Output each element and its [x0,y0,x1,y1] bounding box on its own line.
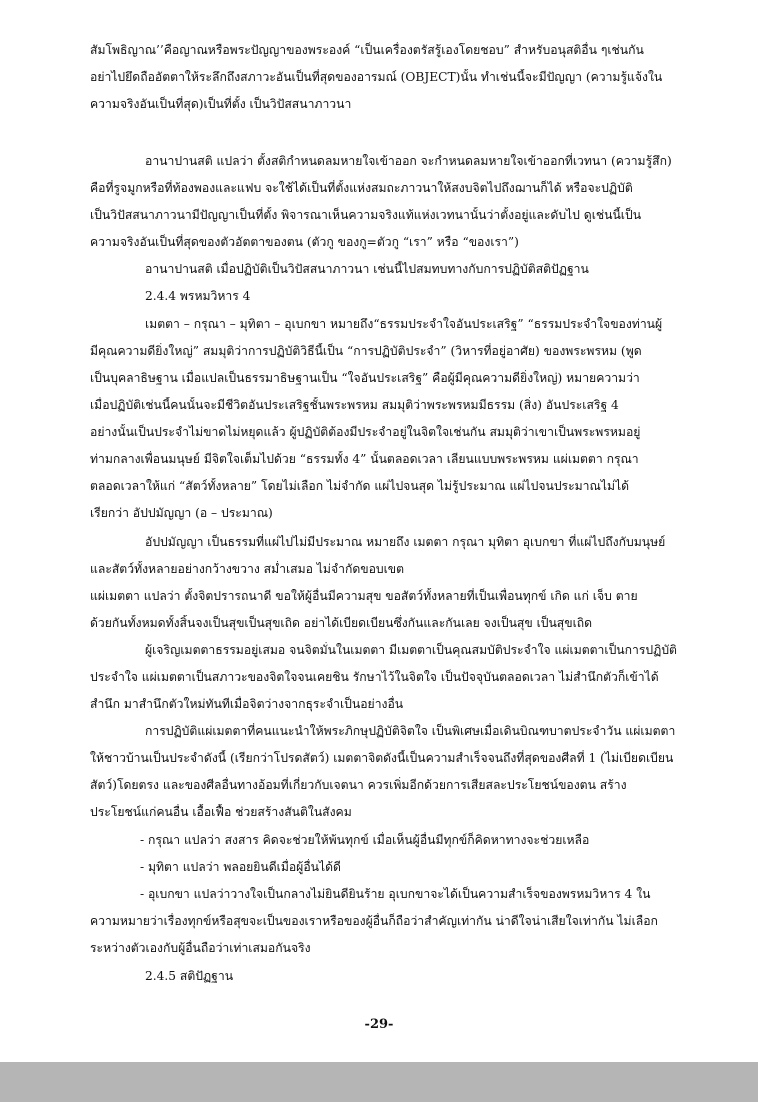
text-line: ระหว่างตัวเองกับผู้อื่นถือว่าเท่าเสมอกันจริง [90,941,311,955]
text-line: อัปปมัญญา เป็นธรรมที่แผ่ไปไม่มีประมาณ หมายถึง เมตตา กรุณา มุทิตา อุเบกขา ที่แผ่ไปถึงกับมนุษย์ [145,535,666,549]
text-line: ความหมายว่าเรื่องทุกข์หรือสุขจะเป็นของเราหรือของผู้อื่นก็ถือว่าสำคัญเท่ากัน น่าดีใจน่าเสียใจเท่ากัน ไม่เลือก [90,914,658,928]
text-line: สัตว์)โดยตรง และของศีลอื่นทางอ้อมที่เกี่ยวกับเจตนา ควรเพิ่มอีกด้วยการเสียสละประโยชน์ของตน สร้าง [90,778,627,792]
page-number: -29- [364,1017,394,1032]
text-line: อานาปานสติ เมื่อปฏิบัติเป็นวิปัสสนาภาวนา เช่นนี้ไปสมทบทางกับการปฏิบัติสติปัฏฐาน [145,262,589,276]
text-line: สัมโพธิญาณ’’คือญาณหรือพระปัญญาของพระองค์ “เป็นเครื่องตรัสรู้เองโดยชอบ” สำหรับอนุสติอื่น ๆเช่นกัน [90,43,644,57]
text-line: แผ่เมตตา แปลว่า ตั้งจิตปรารถนาดี ขอให้ผู้อื่นมีความสุข ขอสัตว์ทั้งหลายที่เป็นเพื่อนทุกข์ เกิด แก่ เจ็บ ตาย [90,589,638,603]
text-line: ท่ามกลางเพื่อนมนุษย์ มีจิตใจเต็มไปด้วย “ธรรมทั้ง 4” นั้นตลอดเวลา เลียนแบบพระพรหม แผ่เมตตา กรุณา [90,452,639,466]
text-line: ตลอดเวลาให้แก่ “สัตว์ทั้งหลาย” โดยไม่เลือก ไม่จำกัด แผ่ไปจนสุด ไม่รู้ประมาณ แผ่ไปจนประมาณไม่ได้ [90,479,630,493]
text-line: ด้วยกันทั้งหมดทั้งสิ้นจงเป็นสุขเป็นสุขเถิด อย่าได้เบียดเบียนซึ่งกันและกันเลย จงเป็นสุข เป็นสุขเถิด [90,616,593,630]
scan-margin [0,1062,758,1102]
section-heading: 2.4.4 พรหมวิหาร 4 [145,289,251,303]
text-line: อย่าไปยึดถืออัตตาให้ระลึกถึงสภาวะอันเป็นที่สุดของอารมณ์ (OBJECT)นั้น ทำเช่นนี้จะมีปัญญา (ความรู้แจ้งใน [90,70,663,84]
list-item: - กรุณา แปลว่า สงสาร คิดจะช่วยให้พ้นทุกข์ เมื่อเห็นผู้อื่นมีทุกข์ก็คิดหาทางจะช่วยเหลือ [140,833,590,847]
text-line: เมื่อปฏิบัติเช่นนี้คนนั้นจะมีชีวิตอันประเสริฐชั้นพระพรหม สมมุติว่าพระพรหมมีธรรม (สิ่ง) อันประเสริฐ 4 [90,398,619,412]
text-line: เป็นวิปัสสนาภาวนามีปัญญาเป็นที่ตั้ง พิจารณาเห็นความจริงแท้แห่งเวทนานั้นว่าตั้งอยู่และดับไป ดูเช่นนี้เป็น [90,208,642,222]
text-line: การปฏิบัติแผ่เมตตาที่คนแนะนำให้พระภิกษุปฏิบัติจิตใจ เป็นพิเศษเมื่อเดินบิณฑบาตประจำวัน แผ่เมตตา [145,724,676,738]
text-line: ความจริงอันเป็นที่สุดของตัวอัตตาของตน (ตัวกู ของกู=ตัวกู “เรา” หรือ “ของเรา”) [90,235,519,249]
text-line: ประโยชน์แก่คนอื่น เอื้อเฟื้อ ช่วยสร้างสันติในสังคม [90,805,352,819]
text-line: ผู้เจริญเมตตาธรรมอยู่เสมอ จนจิตมั่นในเมตตา มีเมตตาเป็นคุณสมบัติประจำใจ แผ่เมตตาเป็นการปฏิบัติ [145,643,677,657]
text-line: อานาปานสติ แปลว่า ตั้งสติกำหนดลมหายใจเข้าออก จะกำหนดลมหายใจเข้าออกที่เวทนา (ความรู้สึก) [145,154,672,168]
text-line: เป็นบุคลาธิษฐาน เมื่อแปลเป็นธรรมาธิษฐานเป็น “ใจอันประเสริฐ” คือผู้มีคุณความดียิ่งใหญ่) หมายความว่า [90,371,640,385]
text-line: เรียกว่า อัปปมัญญา (อ – ประมาณ) [90,506,273,520]
text-line: คือที่รูจมูกหรือที่ท้องพองและแฟบ จะใช้ได้เป็นที่ตั้งแห่งสมถะภาวนาให้สงบจิตไปถึงฌานก็ได้ หรือจะปฏิบัติ [90,181,633,195]
text-line: เมตตา – กรุณา – มุทิตา – อุเบกขา หมายถึง“ธรรมประจำใจอันประเสริฐ” “ธรรมประจำใจของท่านผู้ [145,317,663,331]
list-item: - มุทิตา แปลว่า พลอยยินดีเมื่อผู้อื่นได้ดี [140,860,341,874]
text-line: สำนึก มาสำนึกตัวใหม่ทันทีเมื่อจิตว่างจากธุระจำเป็นอย่างอื่น [90,697,404,711]
text-line: อย่างนั้นเป็นประจำไม่ขาดไม่หยุดแล้ว ผู้ปฏิบัติต้องมีประจำอยู่ในจิตใจเช่นกัน สมมุติว่าเขาเป็นพระพรหมอยู่ [90,425,641,439]
text-line: และสัตว์ทั้งหลายอย่างกว้างขวาง สม่ำเสมอ ไม่จำกัดขอบเขต [90,562,405,576]
section-heading: 2.4.5 สติปัฏฐาน [145,969,234,983]
text-line: ความจริงอันเป็นที่สุด)เป็นที่ตั้ง เป็นวิปัสสนาภาวนา [90,97,352,111]
text-line: ให้ชาวบ้านเป็นประจำดังนี้ (เรียกว่าโปรดสัตว์) เมตตาจิตดังนี้เป็นความสำเร็จจนถึงที่สุดของศีลที่ 1 (ไม่เบียดเบียน [90,751,674,765]
text-line: ประจำใจ แผ่เมตตาเป็นสภาวะของจิตใจจนเคยชิน รักษาไว้ในจิตใจ เป็นปัจจุบันตลอดเวลา ไม่สำนึกตัวก็เข้าได้ [90,670,659,684]
list-item: - อุเบกขา แปลว่าวางใจเป็นกลางไม่ยินดียินร้าย อุเบกขาจะได้เป็นความสำเร็จของพรหมวิหาร 4 ใน [140,887,651,901]
text-line: มีคุณความดียิ่งใหญ่” สมมุติว่าการปฏิบัติวิธีนี้เป็น “การปฏิบัติประจำ” (วิหารที่อยู่อาศัย) ของพระพรหม (พูด [90,344,642,358]
